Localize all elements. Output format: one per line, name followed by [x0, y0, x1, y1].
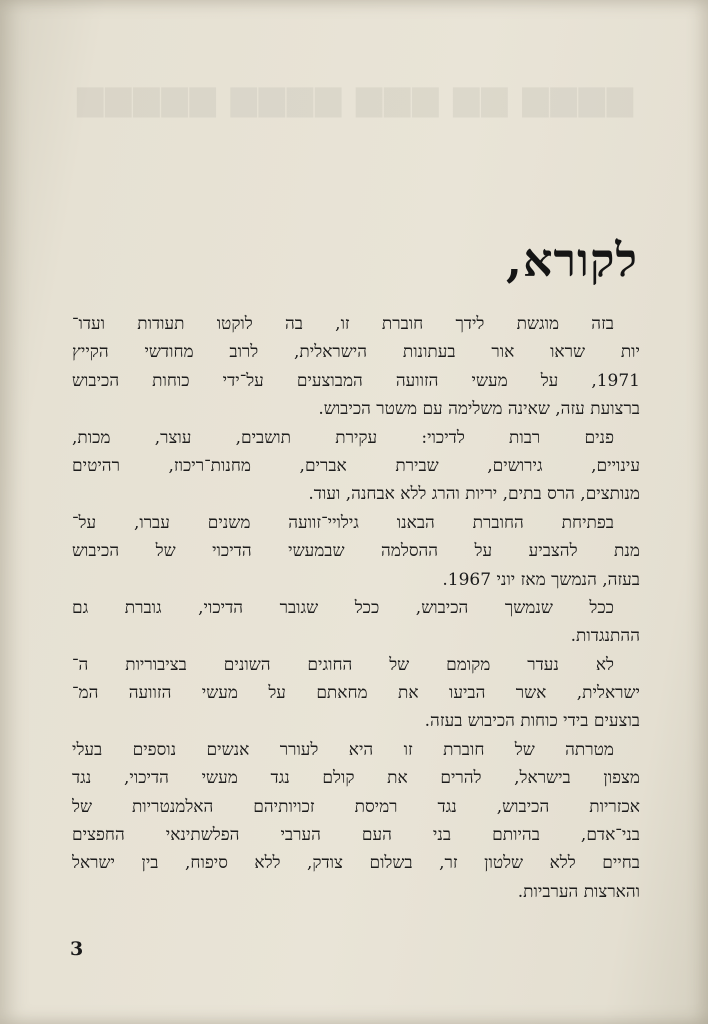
text-line: בני־אדם, בהיותם בני העם הערבי הפלשתינאי החפצים — [72, 825, 640, 846]
text-line: יות שראו אור בעתונות הישראלית, לרוב מחודשי הקייץ — [72, 342, 640, 363]
text-line: 1971, על מעשי הזוועה המבוצעים על־ידי כוחות הכיבוש — [72, 370, 640, 391]
text-line: עינויים, גירושים, שבירת אברים, מחנות־ריכוז, רהיטים — [72, 455, 640, 476]
text-line: בזה מוגשת לידך חוברת זו, בה לוקטו תעודות ועדו־ — [72, 314, 614, 334]
text-line: ככל שנמשך הכיבוש, ככל שגובר הדיכוי, גוברת גם — [72, 597, 614, 618]
text-line: ההתנגדות. — [570, 626, 640, 647]
text-line: מנותצים, הרס בתים, יריות והרג ללא אבחנה, ועוד. — [308, 484, 640, 505]
text-line: והארצות הערביות. — [517, 881, 640, 902]
page-number: 3 — [70, 938, 84, 960]
text-line: ברצועת עזה, שאינה משלימה עם משטר הכיבוש. — [318, 399, 640, 420]
bleed-through-text: ▆▆▆▆▆ ▆▆▆▆ ▆▆▆ ▆▆ ▆▆▆▆ — [75, 78, 633, 118]
body-text — [72, 310, 640, 906]
text-line: מצפון בישראל, להרים את קולם נגד מעשי הדיכוי, נגד — [72, 768, 640, 789]
text-line: ישראלית, אשר הביעו את מחאתם על מעשי הזוועה המ־ — [72, 683, 640, 704]
text-line: בוצעים בידי כוחות הכיבוש בעזה. — [424, 711, 640, 732]
text-line: לא נעדר מקומם של החוגים השונים בציבוריות ה־ — [72, 654, 614, 675]
text-line: מטרתה של חוברת זו היא לעורר אנשים נוספים בעלי — [72, 739, 614, 760]
text-line: מנת להצביע על ההסלמה שבמעשי הדיכוי של הכיבוש — [72, 541, 640, 562]
text-line: פנים רבות לדיכוי: עקירת תושבים, עוצר, מכות, — [72, 427, 614, 448]
page-heading: לקורא, — [505, 233, 638, 287]
text-line: בעזה, הנמשך מאז יוני 1967. — [442, 569, 640, 590]
text-line: בפתיחת החוברת הבאנו גילויי־זוועה משנים עברו, על־ — [72, 512, 614, 533]
text-line: בחיים ללא שלטון זר, בשלום צודק, ללא סיפוח, בין ישראל — [72, 853, 640, 874]
text-line: אכזריות הכיבוש, נגד רמיסת זכויותיהם האלמנטריות של — [72, 796, 640, 817]
